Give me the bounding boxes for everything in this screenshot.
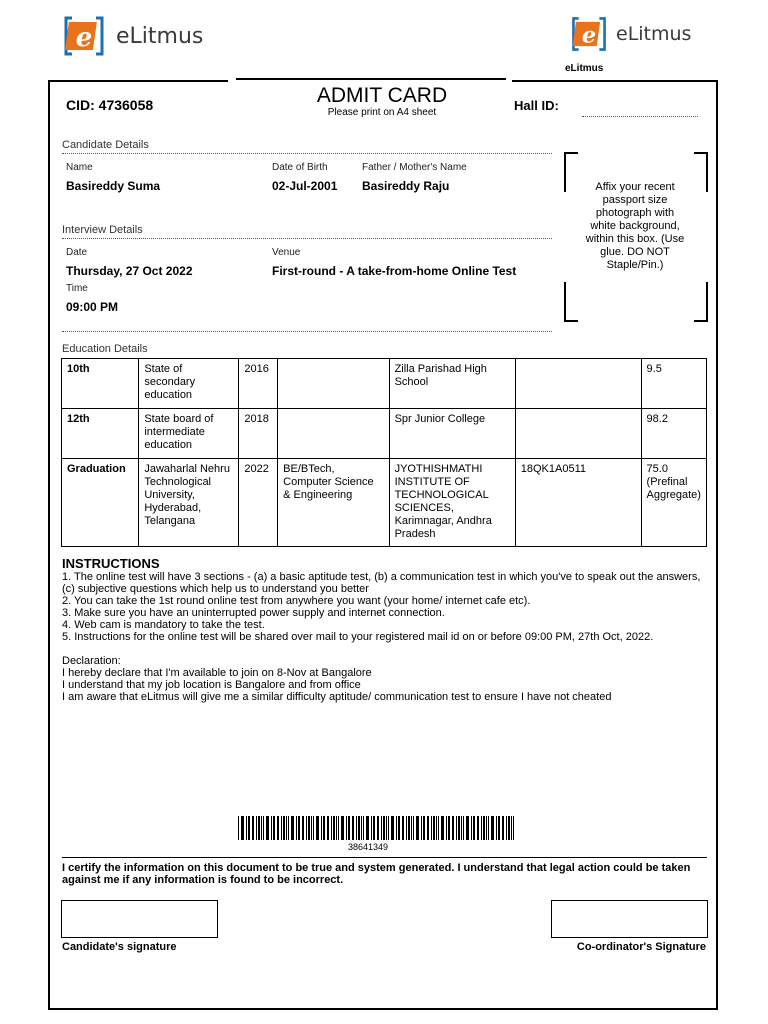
barcode-bar (491, 816, 494, 840)
page-subtitle: Please print on A4 sheet (327, 107, 437, 118)
table-cell: Jawaharlal Nehru Technological University, Hyderabad, Telangana (139, 459, 239, 547)
instruction-item: 2. You can take the 1st round online test from anywhere you want (your home/ internet cafe etc). (62, 595, 531, 607)
dob-label: Date of Birth (272, 162, 328, 173)
table-cell (515, 409, 641, 459)
table-cell: 10th (62, 359, 139, 409)
table-cell: 2018 (239, 409, 278, 459)
barcode-bar (511, 816, 512, 840)
instruction-item: 5. Instructions for the online test will be shared over mail to your registered mail id on or before 09:00 PM, 27th Oct, 2022. (62, 631, 654, 643)
candidate-signature-label: Candidate's signature (62, 941, 177, 953)
barcode-bar (286, 816, 287, 840)
interview-date-label: Date (66, 247, 88, 258)
table-cell (515, 359, 641, 409)
education-table (61, 358, 707, 547)
barcode-bar (386, 816, 387, 840)
candidate-signature-box (61, 900, 218, 938)
barcode-bar (338, 816, 339, 840)
barcode-bar (413, 816, 414, 840)
table-cell: State board of intermediate education (139, 409, 239, 459)
barcode-number: 38641349 (347, 842, 389, 852)
barcode-bar (463, 816, 464, 840)
table-row (62, 459, 707, 547)
barcode-bar (402, 816, 404, 840)
barcode-bar (352, 816, 354, 840)
barcode-bar (448, 816, 450, 840)
barcode-bar (333, 816, 335, 840)
svg-text:e: e (75, 23, 93, 53)
barcode-bar (321, 816, 322, 840)
barcode-bar (238, 816, 239, 840)
divider (62, 153, 552, 154)
table-cell (278, 359, 389, 409)
table-cell: Graduation (62, 459, 139, 547)
table-cell: 12th (62, 409, 139, 459)
venue-value: First-round - A take-from-home Online Test (272, 264, 517, 278)
barcode-bar (498, 816, 500, 840)
barcode-bar (421, 816, 422, 840)
candidate-section-title: Candidate Details (62, 139, 149, 151)
barcode-bar (506, 816, 507, 840)
barcode-bar (488, 816, 489, 840)
svg-text:e: e (581, 22, 597, 49)
dob-value: 02-Jul-2001 (272, 179, 338, 193)
table-cell: 98.2 (641, 409, 706, 459)
barcode-bar (396, 816, 397, 840)
instruction-item: 3. Make sure you have an uninterrupted power supply and internet connection. (62, 607, 445, 619)
barcode-bar (288, 816, 289, 840)
barcode-bar (473, 816, 475, 840)
barcode-bar (508, 816, 510, 840)
barcode-bar (483, 816, 485, 840)
barcode-bar (296, 816, 297, 840)
barcode-bar (363, 816, 364, 840)
page-title: ADMIT CARD (316, 84, 448, 107)
table-cell: 2016 (239, 359, 278, 409)
table-cell: 2022 (239, 459, 278, 547)
barcode-bar (291, 816, 294, 840)
logo-text-right: eLitmus (616, 23, 692, 45)
parent-label: Father / Mother's Name (362, 162, 467, 173)
barcode-bar (381, 816, 382, 840)
table-row (62, 409, 707, 459)
barcode-bar (316, 816, 319, 840)
table-cell: JYOTHISHMATHI INSTITUTE OF TECHNOLOGICAL SCIENCES, Karimnagar, Andhra Pradesh (389, 459, 515, 547)
barcode-bar (513, 816, 514, 840)
barcode-bar (246, 816, 247, 840)
barcode-bar (377, 816, 379, 840)
coordinator-signature-box (551, 900, 708, 938)
table-row (62, 359, 707, 409)
venue-label: Venue (272, 247, 301, 258)
barcode-bar (331, 816, 332, 840)
barcode-bar (431, 816, 432, 840)
barcode-bar (388, 816, 389, 840)
interview-section-title: Interview Details (62, 224, 143, 236)
barcode-bar (452, 816, 454, 840)
barcode-bar (358, 816, 360, 840)
instructions-block (62, 558, 712, 703)
table-cell: 18QK1A0511 (515, 459, 641, 547)
barcode-bar (496, 816, 497, 840)
barcode-bar (313, 816, 314, 840)
parent-value: Basireddy Raju (362, 179, 450, 193)
barcode-bar (302, 816, 304, 840)
education-section-title: Education Details (62, 343, 148, 355)
declaration-item: I understand that my job location is Bangalore and from office (62, 679, 361, 691)
barcode-bar (277, 816, 279, 840)
table-cell: State of secondary education (139, 359, 239, 409)
table-cell (278, 409, 389, 459)
time-value: 09:00 PM (66, 300, 119, 314)
barcode-bar (248, 816, 250, 840)
barcode-bar (446, 816, 447, 840)
instructions-title: INSTRUCTIONS (62, 556, 160, 571)
elitmus-logo-left (62, 14, 203, 58)
barcode-bar (383, 816, 385, 840)
barcode-bar (427, 816, 429, 840)
barcode-bar (411, 816, 412, 840)
table-cell: BE/BTech, Computer Science & Engineering (278, 459, 389, 547)
barcode-bar (391, 816, 394, 840)
barcode-bar (266, 816, 269, 840)
barcode-bar (281, 816, 282, 840)
instruction-item: 1. The online test will have 3 sections - (a) a basic aptitude test, (b) a communication test in which you've to speak out the answers, (c) subjective questions which help us to understand you better (62, 571, 701, 595)
barcode-bar (356, 816, 357, 840)
barcode-bar (433, 816, 435, 840)
barcode-bar (258, 816, 260, 840)
barcode-bar (371, 816, 372, 840)
name-value: Basireddy Suma (66, 179, 161, 193)
barcode-bar (336, 816, 337, 840)
barcode-bar (252, 816, 254, 840)
barcode-bar (323, 816, 325, 840)
barcode-bar (263, 816, 264, 840)
logo-text-left: eLitmus (116, 23, 204, 49)
declaration-title: Declaration: (62, 655, 121, 667)
instruction-item: 4. Web cam is mandatory to take the test. (62, 619, 265, 631)
barcode-bar (373, 816, 375, 840)
barcode-bar (306, 816, 307, 840)
barcode-bar (408, 816, 410, 840)
elitmus-logo-icon (62, 14, 106, 58)
barcode-bar (311, 816, 312, 840)
barcode-bar (261, 816, 262, 840)
footer-divider (62, 857, 707, 858)
barcode-bar (366, 816, 369, 840)
barcode-bar (327, 816, 329, 840)
barcode-bar (477, 816, 479, 840)
barcode-bar (241, 816, 244, 840)
barcode-bar (471, 816, 472, 840)
barcode-bar (486, 816, 487, 840)
barcode-bar (308, 816, 310, 840)
barcode-image (238, 816, 518, 840)
barcode-bar (283, 816, 285, 840)
interview-date-value: Thursday, 27 Oct 2022 (66, 264, 193, 278)
cid-label: CID: 4736058 (66, 97, 154, 113)
declaration-item: I am aware that eLitmus will give me a similar difficulty aptitude/ communication test to ensure I have not cheated (62, 691, 612, 703)
barcode-bar (466, 816, 469, 840)
table-cell: 9.5 (641, 359, 706, 409)
barcode-bar (441, 816, 444, 840)
elitmus-logo-right (570, 15, 691, 53)
barcode-bar (348, 816, 350, 840)
table-cell: Spr Junior College (389, 409, 515, 459)
hall-id-line (582, 116, 698, 117)
barcode-bar (481, 816, 482, 840)
barcode-bar (502, 816, 504, 840)
logo-caption-right: eLitmus (565, 63, 604, 74)
barcode-bar (271, 816, 272, 840)
barcode-bar (416, 816, 419, 840)
barcode-bar (436, 816, 437, 840)
barcode-bar (346, 816, 347, 840)
barcode-bar (341, 816, 344, 840)
barcode-bar (298, 816, 300, 840)
elitmus-logo-icon (570, 15, 608, 53)
barcode-bar (458, 816, 460, 840)
divider (62, 238, 552, 239)
coordinator-signature-label: Co-ordinator's Signature (576, 941, 706, 953)
barcode-bar (438, 816, 439, 840)
table-cell: Zilla Parishad High School (389, 359, 515, 409)
barcode-bar (406, 816, 407, 840)
name-label: Name (66, 162, 93, 173)
table-cell: 75.0 (Prefinal Aggregate) (641, 459, 706, 547)
barcode-bar (461, 816, 462, 840)
hall-id-label: Hall ID: (514, 98, 559, 113)
time-label: Time (66, 283, 88, 294)
barcode-bar (423, 816, 425, 840)
barcode-bar (256, 816, 257, 840)
photo-instructions: Affix your recent passport size photograph with white background, within this box. (Use glue. DO NOT Staple/Pin.) (585, 181, 685, 271)
certify-text: I certify the information on this document to be true and system generated. I understand that legal action could be taken against me if any information is found to be incorrect. (62, 862, 691, 886)
divider (62, 331, 552, 332)
barcode-bar (398, 816, 400, 840)
barcode-bar (273, 816, 275, 840)
declaration-item: I hereby declare that I'm available to join on 8-Nov at Bangalore (62, 667, 372, 679)
barcode-bar (456, 816, 457, 840)
barcode-bar (361, 816, 362, 840)
